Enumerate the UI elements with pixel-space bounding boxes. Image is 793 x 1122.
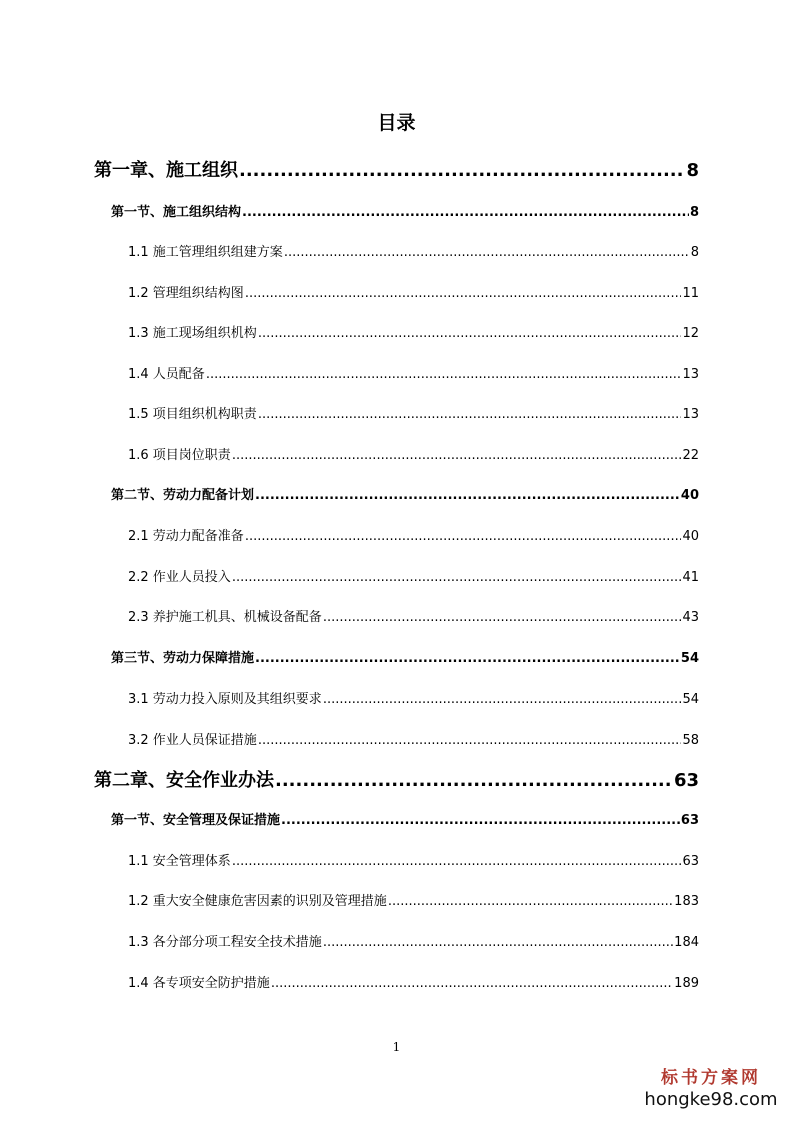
dot-leader [255,651,680,666]
toc-entry-label: 第一节、安全管理及保证措施 [111,813,281,828]
toc-entry-subsection[interactable] [128,729,699,748]
toc-entry-page: 8 [690,245,699,260]
toc-entry-label: 2.2 作业人员投入 [128,570,231,585]
toc-entry-subsection[interactable] [128,606,699,625]
watermark-site-name: 标书方案网 [661,1068,761,1088]
toc-entry-subsection[interactable] [128,403,699,422]
dot-leader [255,488,680,503]
toc-entry-label: 1.5 项目组织机构职责 [128,407,257,422]
toc-entry-label: 第一章、施工组织 [94,160,238,181]
dot-leader [323,935,673,950]
toc-entry-chapter-2[interactable] [94,766,699,792]
toc-entry-subsection[interactable] [128,282,699,301]
toc-entry-page: 184 [674,935,699,950]
dot-leader [271,976,673,991]
toc-entry-page: 54 [680,651,699,666]
toc-entry-page: 183 [674,894,699,909]
dot-leader [323,692,682,707]
toc-entry-label: 1.4 各专项安全防护措施 [128,976,270,991]
toc-entry-label: 1.1 施工管理组织组建方案 [128,245,283,260]
toc-entry-subsection[interactable] [128,525,699,544]
toc-entry-subsection[interactable] [128,363,699,382]
dot-leader [275,770,673,791]
toc-entry-page: 189 [674,976,699,991]
toc-title: 目录 [377,112,416,134]
toc-entry-section[interactable] [111,201,699,220]
dot-leader [232,570,682,585]
toc-entry-subsection[interactable] [128,688,699,707]
toc-entry-section[interactable] [111,809,699,828]
dot-leader [281,813,680,828]
toc-entry-page: 54 [682,692,699,707]
toc-entry-page: 40 [680,488,699,503]
toc-entry-page: 8 [689,205,699,220]
toc-entry-label: 1.6 项目岗位职责 [128,448,231,463]
toc-entry-subsection[interactable] [128,931,699,950]
toc-entry-label: 2.3 养护施工机具、机械设备配备 [128,610,322,625]
toc-entry-label: 第三节、劳动力保障措施 [111,651,255,666]
dot-leader [206,367,682,382]
toc-entry-label: 第一节、施工组织结构 [111,205,242,220]
toc-entry-section[interactable] [111,484,699,503]
dot-leader [284,245,690,260]
toc-entry-label: 1.1 安全管理体系 [128,854,231,869]
dot-leader [258,326,682,341]
dot-leader [258,733,682,748]
dot-leader [232,448,682,463]
toc-entry-page: 63 [682,854,699,869]
toc-entry-page: 13 [682,367,699,382]
toc-entry-page: 40 [682,529,699,544]
toc-entry-page: 13 [682,407,699,422]
toc-entry-page: 11 [682,286,699,301]
toc-entry-page: 58 [682,733,699,748]
dot-leader [245,529,682,544]
dot-leader [258,407,682,422]
watermark-logo [641,1063,781,1110]
toc-entry-chapter-1[interactable] [94,156,699,182]
toc-entry-subsection[interactable] [128,890,699,909]
toc-entry-label: 1.2 重大安全健康危害因素的识别及管理措施 [128,894,387,909]
toc-entry-subsection[interactable] [128,444,699,463]
toc-entry-page: 12 [682,326,699,341]
dot-leader [239,160,685,181]
toc-entry-page: 8 [686,160,699,181]
toc-entry-label: 1.2 管理组织结构图 [128,286,244,301]
toc-entry-subsection[interactable] [128,566,699,585]
dot-leader [245,286,682,301]
toc-entry-label: 3.1 劳动力投入原则及其组织要求 [128,692,322,707]
toc-entry-page: 63 [680,813,699,828]
dot-leader [323,610,682,625]
toc-entry-label: 3.2 作业人员保证措施 [128,733,257,748]
toc-entry-page: 22 [682,448,699,463]
toc-entry-label: 1.3 各分部分项工程安全技术措施 [128,935,322,950]
toc-entry-label: 第二节、劳动力配备计划 [111,488,255,503]
toc-entry-subsection[interactable] [128,241,699,260]
toc-entry-page: 43 [682,610,699,625]
toc-entry-subsection[interactable] [128,850,699,869]
toc-entry-label: 第二章、安全作业办法 [94,770,274,791]
dot-leader [242,205,689,220]
watermark-url: hongke98.com [644,1089,778,1110]
toc-entry-label: 2.1 劳动力配备准备 [128,529,244,544]
dot-leader [388,894,673,909]
dot-leader [232,854,682,869]
toc-entry-label: 1.3 施工现场组织机构 [128,326,257,341]
toc-entry-page: 41 [682,570,699,585]
toc-entry-subsection[interactable] [128,972,699,991]
toc-entry-subsection[interactable] [128,322,699,341]
toc-entry-section[interactable] [111,647,699,666]
toc-entry-page: 63 [673,770,699,791]
page-number: 1 [392,1040,401,1054]
toc-entry-label: 1.4 人员配备 [128,367,205,382]
